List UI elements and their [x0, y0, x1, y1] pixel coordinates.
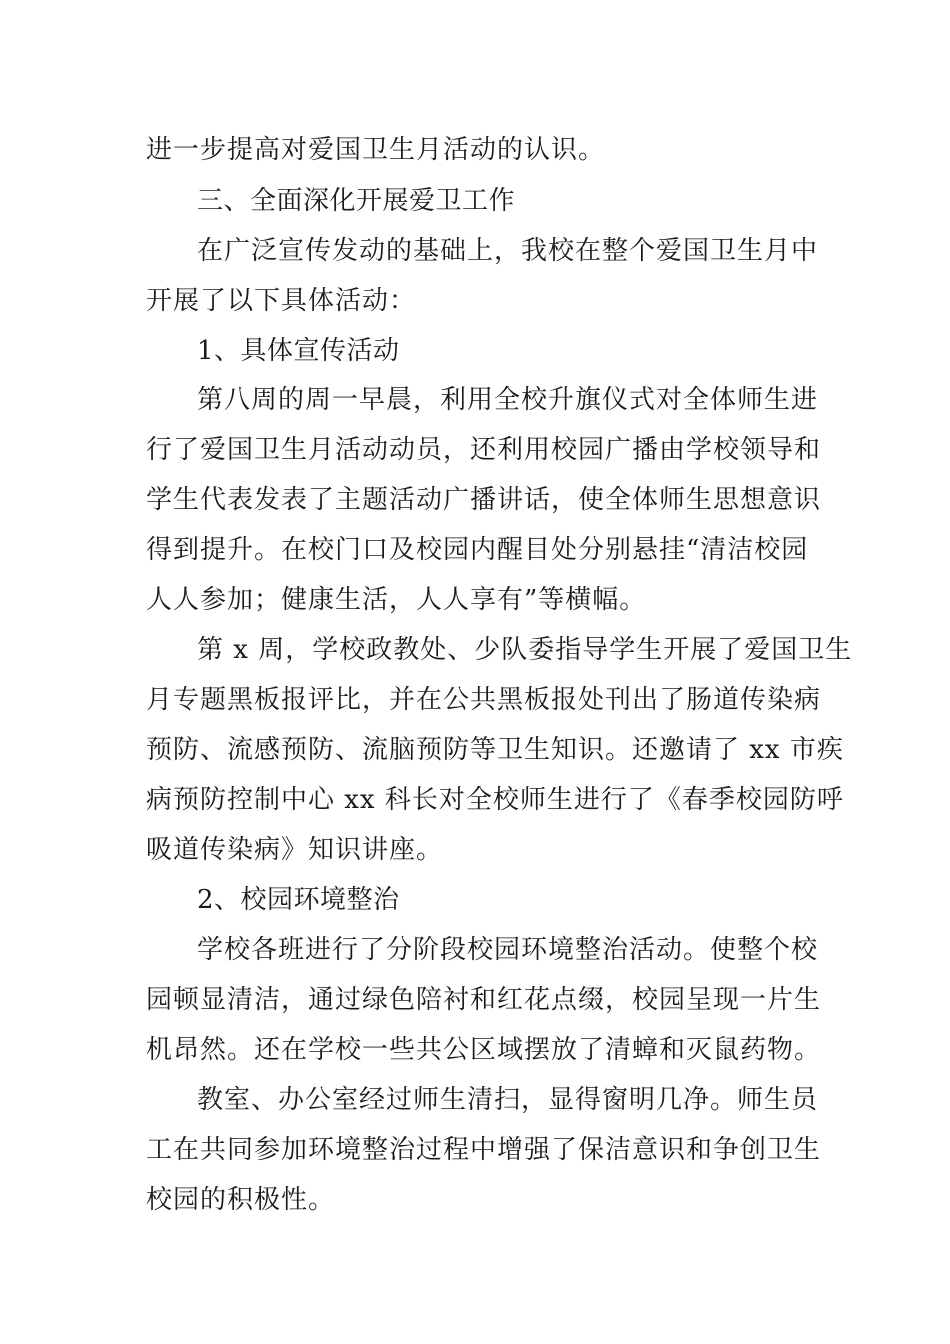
paragraph-line: 病预防控制中心 xx 科长对全校师生进行了《春季校园防呼 [146, 785, 844, 815]
paragraph-line: 月专题黑板报评比，并在公共黑板报处刊出了肠道传染病 [146, 685, 822, 715]
paragraph-line: 吸道传染病》知识讲座。 [146, 835, 444, 865]
paragraph-line: 得到提升。在校门口及校园内醒目处分别悬挂“清洁校园 [146, 535, 809, 565]
paragraph-line: 预防、流感预防、流脑预防等卫生知识。还邀请了 xx 市疾 [146, 735, 844, 765]
paragraph-line: 教室、办公室经过师生清扫，显得窗明几净。师生员 [197, 1085, 819, 1115]
paragraph-line: 在广泛宣传发动的基础上，我校在整个爱国卫生月中 [197, 236, 819, 266]
paragraph-line: 工在共同参加环境整治过程中增强了保洁意识和争创卫生 [146, 1135, 822, 1165]
paragraph-line: 学校各班进行了分阶段校园环境整治活动。使整个校 [197, 935, 819, 965]
paragraph-line: 第八周的周一早晨，利用全校升旗仪式对全体师生进 [197, 385, 819, 415]
paragraph-line: 机昂然。还在学校一些共公区域摆放了清蟑和灭鼠药物。 [146, 1035, 822, 1065]
subsection-heading: 2、校园环境整治 [197, 885, 400, 915]
paragraph-line: 行了爱国卫生月活动动员，还利用校园广播由学校领导和 [146, 435, 822, 465]
paragraph-line: 进一步提高对爱国卫生月活动的认识。 [146, 135, 606, 165]
paragraph-line: 学生代表发表了主题活动广播讲话，使全体师生思想意识 [146, 485, 822, 515]
subsection-heading: 1、具体宣传活动 [197, 336, 400, 366]
section-heading: 三、全面深化开展爱卫工作 [197, 186, 516, 216]
paragraph-line: 园顿显清洁，通过绿色陪衬和红花点缀，校园呈现一片生 [146, 985, 822, 1015]
paragraph-line: 开展了以下具体活动： [146, 286, 417, 316]
paragraph-line: 人人参加；健康生活，人人享有”等横幅。 [146, 585, 647, 615]
paragraph-line: 第 x 周，学校政教处、少队委指导学生开展了爱国卫生 [197, 635, 853, 665]
paragraph-line: 校园的积极性。 [146, 1185, 336, 1215]
